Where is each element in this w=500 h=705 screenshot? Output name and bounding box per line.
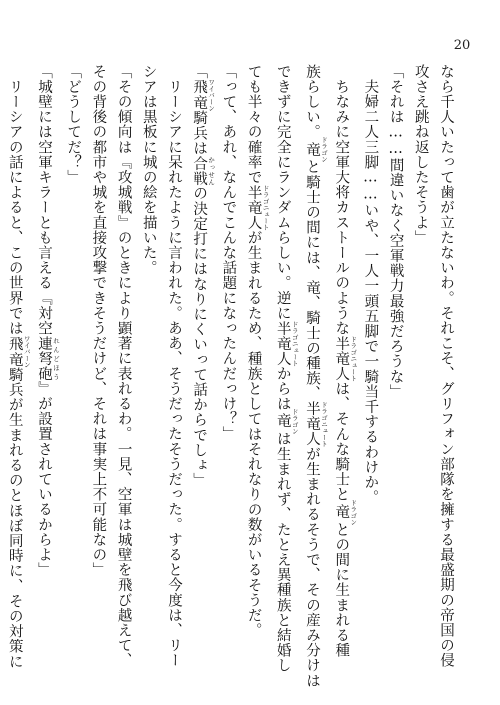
text-run: は生まれず、たとえ異種族と結婚し [274,431,291,674]
ruby-base: 連弩砲 [35,335,52,382]
text-run: 』が設置されているからよ」 [35,381,52,578]
text-run: からは [274,366,291,412]
text-run: リーシアに呆れたように言われた。ああ、そうだったそうだった。すると今度は、リー [165,64,182,668]
ruby-base: 半竜人 [333,335,350,382]
ruby-base: 竜 [303,136,320,163]
ruby-word [35,335,60,382]
ruby-word [191,155,216,186]
ruby-reading: ドラゴニュート [349,335,358,382]
text-run: 「どうしてだ？」 [65,64,82,185]
text-run: 夫婦二人三脚……いや、一人一頭五脚で一騎当千するわけか。 [362,64,379,505]
text-run: の決定打にはなりにくいって話からでしょ」 [191,185,208,488]
ruby-word [333,499,358,526]
text-run: 「その傾向は『攻城戦』のときにより顕著に表れるわ。一見、空軍は城壁を飛び越えて、 [115,64,132,668]
page-number: 20 [453,38,471,53]
ruby-reading: ワイバーン [22,335,31,368]
vertical-body-text [6,64,458,689]
text-run: ても半々の確率で [245,64,262,185]
text-line [328,64,357,664]
ruby-word [303,136,328,163]
ruby-reading: かっせん [207,155,216,186]
text-run: は、そんな騎士と [333,381,350,503]
text-run: が生まれるため、種族としてはそれなりの数がいるそうだ。 [245,230,262,638]
text-run: その背後の都市や城を直接攻撃できそうだけど、それは事実上不可能なの」 [90,64,107,578]
text-line [60,64,85,664]
text-run: が生まれるそうで、その産み分けは [303,446,320,689]
text-run: なら千人いたって歯が立たないわ。それこそ、グリフォン部隊を擁する最盛期の帝国の侵 [438,64,454,668]
text-line [85,64,110,664]
text-line [357,64,382,664]
ruby-word [333,335,358,382]
text-line [0,64,2,664]
ruby-reading: ワイバーン [207,78,216,112]
ruby-base: 合戦 [191,155,208,186]
text-line [299,64,328,689]
text-run: 騎兵は [191,110,208,156]
text-line [382,64,407,664]
ruby-base: 飛竜 [191,78,208,112]
text-run: できずに完全にランダムらしい。逆に [274,64,291,321]
ruby-word [274,320,299,367]
text-run: 「城壁には空軍キラーとも言える『対空 [35,64,52,336]
text-run: シアは黒板に城の絵を描いた。 [140,64,157,276]
text-run: ちなみに空軍大将カストールのような [333,64,350,336]
ruby-base: 半竜人 [245,184,262,231]
ruby-word [303,401,328,447]
text-run: 攻さえ跳ね返したそうよ」 [412,64,429,246]
text-run: 「それは……間違いなく空軍戦力最強だろうな」 [387,64,404,400]
text-run: 騎兵が生まれるのとほぼ同時に、その対策に [6,367,23,670]
text-run: と騎士の間には、竜、騎士の種族、 [303,159,320,402]
text-line [161,64,186,668]
ruby-reading: ドラゴン [290,408,299,435]
text-line [186,64,215,664]
ruby-reading: ドラゴニュート [290,320,299,367]
text-line [270,64,299,674]
ruby-base: 竜 [333,499,350,526]
ruby-base: 竜 [274,408,291,435]
text-run: 族らしい。 [303,64,320,140]
ruby-reading: ドラゴニュート [261,184,270,231]
text-line [240,64,269,664]
ruby-reading: ドラゴニュート [319,401,328,447]
text-line [215,64,240,664]
text-run: との間に生まれる種 [333,522,350,658]
ruby-base: 半竜人 [274,320,291,367]
ruby-word [191,78,216,112]
text-run: 「 [191,64,208,80]
text-line [433,64,458,668]
text-line [2,64,31,670]
text-line [408,64,433,664]
ruby-base: 半竜人 [303,401,320,447]
text-run: 「って、あれ、なんでこんな話題になったんだっけ？」 [220,64,237,442]
ruby-reading: ドラゴン [319,136,328,163]
ruby-base: 飛竜 [6,335,23,368]
ruby-reading: ドラゴン [349,499,358,526]
ruby-word [245,184,270,231]
text-line [110,64,135,668]
text-line [136,64,161,664]
ruby-word [274,408,299,435]
text-line [31,64,60,664]
ruby-reading: れんどほう [51,335,60,382]
ruby-word [6,335,31,368]
text-run: リーシアの話によると、この世界では [6,64,23,336]
